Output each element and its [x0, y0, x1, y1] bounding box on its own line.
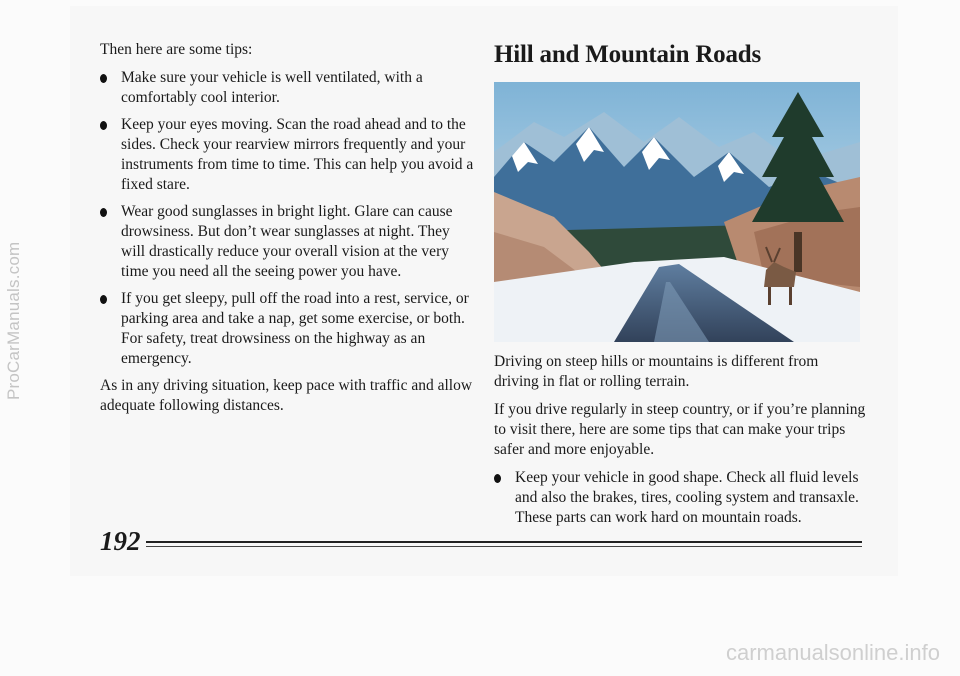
bullet-icon: [100, 208, 107, 217]
tips-paragraph: If you drive regularly in steep country, or if you’re planning to visit there, here are some tips that can make your trips safer and more enjoyable.: [494, 401, 866, 458]
list-item: [100, 115, 475, 195]
right-column: [494, 40, 866, 535]
list-item: [494, 468, 866, 528]
bullet-icon: [100, 74, 107, 83]
list-item: [100, 202, 475, 282]
closing-paragraph: As in any driving situation, keep pace with traffic and allow adequate following distances.: [100, 377, 473, 414]
footer-rule: [146, 541, 862, 543]
intro-paragraph: Driving on steep hills or mountains is different from driving in flat or rolling terrain.: [494, 353, 819, 390]
footer-rule: [146, 546, 862, 547]
list-item: [100, 68, 475, 108]
bullet-icon: [100, 295, 107, 304]
left-column: [100, 40, 475, 424]
list-item-text: If you get sleepy, pull off the road into a rest, service, or parking area and take a nap, get some exercise, or both. For safety, treat drowsiness on the highway as an emergency.: [121, 290, 469, 367]
list-item: [100, 289, 475, 369]
mountain-road-illustration: [494, 82, 860, 342]
bullet-icon: [100, 121, 107, 130]
bullet-icon: [494, 474, 501, 483]
list-item-text: Keep your eyes moving. Scan the road ahead and to the sides. Check your rearview mirrors frequently and your instruments from time to time. This can help you avoid a fixed stare.: [121, 116, 474, 193]
list-item-text: Wear good sunglasses in bright light. Glare can cause drowsiness. But don’t wear sunglasses at night. They will drastically reduce your overall vision at the very time you need all the seeing power you have.: [121, 203, 453, 280]
list-item-text: Keep your vehicle in good shape. Check all fluid levels and also the brakes, tires, cooling system and transaxle. These parts can work hard on mountain roads.: [515, 469, 859, 526]
tips-intro: Then here are some tips:: [100, 41, 253, 58]
bottom-watermark: carmanualsonline.info: [725, 640, 940, 665]
side-watermark: ProCarManuals.com: [4, 241, 23, 400]
page-number: 192: [100, 526, 141, 556]
tips-list: [100, 68, 475, 369]
section-title: Hill and Mountain Roads: [494, 41, 762, 68]
list-item-text: Make sure your vehicle is well ventilated, with a comfortably cool interior.: [121, 69, 423, 106]
page-footer: [100, 526, 862, 556]
mountain-tips-list: [494, 468, 866, 528]
